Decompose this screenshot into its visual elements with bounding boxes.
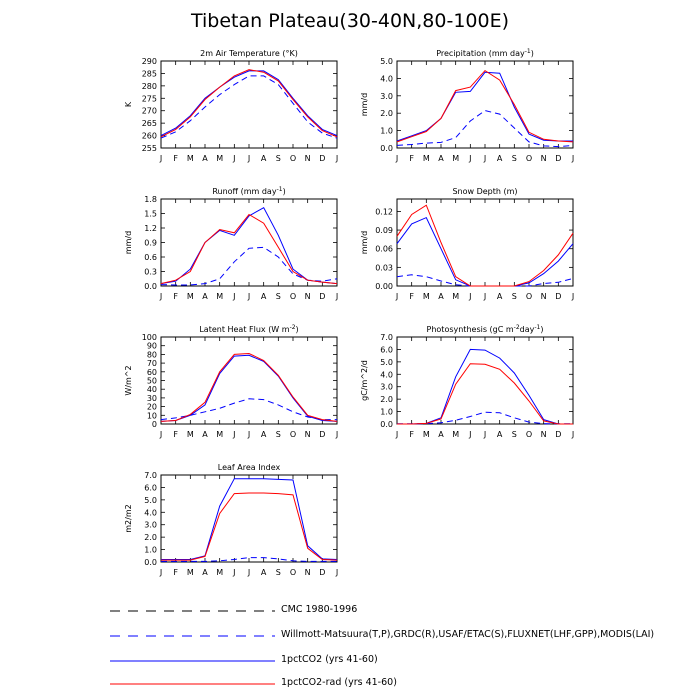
x-tick-label: M	[186, 154, 194, 163]
y-tick-label: 90	[146, 341, 157, 351]
x-tick-label: J	[247, 292, 251, 301]
x-tick-label: A	[260, 154, 267, 163]
panel-title: Runoff (mm day$^{-1}$)	[212, 185, 286, 196]
y-tick-label: 1.0	[380, 407, 393, 417]
x-tick-label: A	[496, 430, 503, 439]
y-tick-label: 70	[146, 359, 157, 369]
x-tick-label: O	[289, 568, 297, 577]
x-tick-label: J	[483, 154, 487, 163]
series-line-ctl	[397, 349, 573, 424]
x-tick-label: N	[304, 568, 311, 577]
x-tick-label: F	[173, 430, 178, 439]
y-axis-label: K	[124, 101, 133, 108]
x-tick-label: M	[216, 292, 224, 301]
y-axis-label: W/m^2	[124, 365, 133, 396]
x-tick-label: A	[260, 430, 267, 439]
x-tick-label: F	[173, 154, 178, 163]
y-tick-label: 2.0	[144, 533, 157, 543]
x-tick-label: M	[186, 568, 194, 577]
x-tick-label: M	[422, 430, 430, 439]
y-tick-label: 2.0	[380, 109, 393, 119]
y-tick-label: 0.09	[375, 226, 393, 236]
y-tick-label: 3.0	[380, 382, 393, 392]
plot-frame	[397, 61, 573, 148]
x-tick-label: N	[540, 292, 547, 301]
legend-label-ctl: 1pctCO2 (yrs 41-60)	[281, 654, 378, 665]
series-line-rad	[161, 493, 337, 560]
x-tick-label: J	[247, 430, 251, 439]
y-tick-label: 270	[141, 106, 157, 116]
y-tick-label: 280	[141, 81, 157, 91]
x-tick-label: J	[469, 430, 472, 439]
y-tick-label: 50	[146, 376, 157, 386]
x-tick-label: A	[202, 430, 208, 439]
panel-title: Latent Heat Flux (W $m^{-2}$)	[199, 323, 299, 334]
x-tick-label: S	[275, 430, 281, 439]
legend-label-cmc: CMC 1980-1996	[281, 604, 358, 615]
x-tick-label: M	[186, 292, 194, 301]
x-tick-label: F	[409, 430, 414, 439]
x-tick-label: J	[159, 568, 163, 577]
x-tick-label: M	[452, 292, 460, 301]
x-tick-label: S	[275, 292, 281, 301]
y-tick-label: 1.0	[144, 545, 157, 555]
plot-frame	[397, 199, 573, 286]
panel-4	[360, 187, 574, 301]
legend-label-obs: Willmott-Matsuura(T,P),GRDC(R),USAF/ETAC(S),FLUXNET(LHF,GPP),MODIS(LAI)	[281, 629, 655, 640]
y-tick-label: 290	[141, 57, 157, 66]
y-tick-label: 20	[146, 402, 157, 412]
x-tick-label: D	[319, 154, 326, 163]
x-tick-label: J	[233, 568, 236, 577]
x-tick-label: A	[438, 430, 444, 439]
x-tick-label: J	[335, 568, 339, 577]
x-tick-label: J	[233, 430, 236, 439]
plot-frame	[161, 61, 337, 148]
x-tick-label: J	[233, 292, 236, 301]
x-tick-label: N	[304, 154, 311, 163]
x-tick-label: A	[496, 154, 503, 163]
y-tick-label: 255	[141, 144, 157, 153]
x-tick-label: A	[202, 292, 208, 301]
x-tick-label: M	[216, 568, 224, 577]
x-tick-label: J	[247, 568, 251, 577]
y-tick-label: 265	[141, 119, 157, 129]
plot-frame	[161, 337, 337, 424]
x-tick-label: J	[469, 292, 472, 301]
x-tick-label: J	[233, 154, 236, 163]
figure-title: Tibetan Plateau(30-40N,80-100E)	[190, 10, 510, 32]
x-tick-label: D	[555, 430, 562, 439]
x-tick-label: A	[202, 568, 208, 577]
y-tick-label: 1.5	[144, 209, 157, 219]
y-tick-label: 3.0	[144, 520, 157, 530]
x-tick-label: N	[540, 430, 547, 439]
y-tick-label: 100	[141, 333, 157, 342]
series-line-ctl	[161, 355, 337, 421]
x-tick-label: M	[452, 154, 460, 163]
series-line-rad	[397, 205, 573, 286]
panel-title: Snow Depth (m)	[452, 187, 518, 196]
y-tick-label: 0.6	[144, 253, 157, 262]
series-line-ctl	[161, 479, 337, 560]
x-tick-label: J	[395, 430, 399, 439]
panel-title: Photosynthesis (gC $m^{-2}day^{-1}$)	[426, 323, 544, 334]
x-tick-label: J	[159, 430, 163, 439]
x-tick-label: J	[571, 154, 575, 163]
y-tick-label: 0.3	[144, 267, 157, 277]
y-tick-label: 80	[146, 350, 157, 360]
y-axis-label: mm/d	[360, 92, 369, 117]
y-tick-label: 0.03	[375, 263, 393, 273]
x-tick-label: M	[186, 430, 194, 439]
series-line-ctl	[397, 218, 573, 286]
legend-item-cmc	[110, 604, 358, 618]
x-tick-label: J	[335, 430, 339, 439]
y-tick-label: 0.00	[375, 282, 393, 291]
legend-item-obs	[110, 629, 655, 643]
x-tick-label: J	[395, 154, 399, 163]
y-tick-label: 6.0	[144, 483, 157, 493]
y-tick-label: 1.0	[380, 126, 393, 136]
x-tick-label: F	[173, 568, 178, 577]
x-tick-label: S	[275, 568, 281, 577]
panel-title: Precipitation (mm day$^{-1}$)	[436, 47, 534, 58]
y-tick-label: 285	[141, 69, 157, 79]
y-tick-label: 1.8	[144, 195, 157, 204]
y-tick-label: 30	[146, 393, 157, 403]
x-tick-label: S	[275, 154, 281, 163]
x-tick-label: N	[540, 154, 547, 163]
x-tick-label: A	[496, 292, 503, 301]
y-tick-label: 3.0	[380, 91, 393, 101]
y-axis-label: mm/d	[360, 230, 369, 255]
series-line-ctl	[161, 71, 337, 136]
x-tick-label: M	[216, 430, 224, 439]
x-tick-label: J	[571, 292, 575, 301]
y-tick-label: 0.12	[375, 207, 393, 217]
x-tick-label: D	[319, 430, 326, 439]
panel-7	[124, 463, 338, 577]
y-tick-label: 0.0	[144, 558, 157, 567]
x-tick-label: J	[483, 430, 487, 439]
panel-2	[360, 48, 574, 164]
series-line-ctl	[161, 208, 337, 284]
y-tick-label: 275	[141, 94, 157, 104]
x-tick-label: J	[335, 154, 339, 163]
x-tick-label: N	[304, 430, 311, 439]
y-tick-label: 5.0	[380, 357, 393, 367]
y-tick-label: 0	[151, 420, 157, 429]
legend-label-rad: 1pctCO2-rad (yrs 41-60)	[281, 677, 397, 688]
x-tick-label: S	[511, 430, 517, 439]
series-line-rad	[161, 354, 337, 422]
x-tick-label: J	[483, 292, 487, 301]
x-tick-label: M	[452, 430, 460, 439]
y-tick-label: 7.0	[144, 471, 157, 480]
x-tick-label: F	[409, 154, 414, 163]
x-tick-label: O	[525, 430, 533, 439]
y-tick-label: 0.06	[375, 244, 393, 254]
legend-line-cmc	[110, 604, 280, 618]
x-tick-label: O	[289, 154, 297, 163]
x-tick-label: S	[511, 292, 517, 301]
y-tick-label: 6.0	[380, 345, 393, 355]
x-tick-label: D	[319, 568, 326, 577]
y-tick-label: 4.0	[380, 74, 393, 84]
x-tick-label: A	[260, 568, 267, 577]
panel-6	[360, 324, 574, 440]
y-tick-label: 1.2	[144, 224, 157, 233]
x-tick-label: D	[555, 154, 562, 163]
legend-item-ctl	[110, 654, 378, 668]
y-tick-label: 4.0	[144, 508, 157, 518]
series-line-obs	[161, 76, 337, 138]
y-tick-label: 7.0	[380, 333, 393, 342]
y-axis-label: mm/d	[124, 230, 133, 255]
y-tick-label: 60	[146, 367, 157, 377]
y-axis-label: gC/m^2/d	[360, 360, 369, 401]
x-tick-label: J	[159, 154, 163, 163]
series-line-obs	[161, 247, 337, 285]
x-tick-label: M	[422, 292, 430, 301]
x-tick-label: D	[555, 292, 562, 301]
x-tick-label: A	[438, 292, 444, 301]
x-tick-label: M	[216, 154, 224, 163]
panel-3	[124, 186, 338, 302]
legend-line-rad	[110, 677, 280, 691]
y-tick-label: 0.0	[380, 144, 393, 153]
panel-title: 2m Air Temperature (°K)	[200, 49, 298, 58]
y-tick-label: 2.0	[380, 395, 393, 405]
x-tick-label: A	[438, 154, 444, 163]
panel-5	[124, 324, 338, 440]
series-line-obs	[397, 111, 573, 147]
y-tick-label: 4.0	[380, 370, 393, 380]
x-tick-label: A	[202, 154, 208, 163]
series-line-rad	[161, 215, 337, 284]
x-tick-label: S	[511, 154, 517, 163]
y-tick-label: 5.0	[380, 57, 393, 66]
y-axis-label: m2/m2	[124, 504, 133, 533]
y-tick-label: 0.0	[144, 282, 157, 291]
x-tick-label: O	[525, 292, 533, 301]
x-tick-label: J	[469, 154, 472, 163]
x-tick-label: J	[335, 292, 339, 301]
y-tick-label: 10	[146, 411, 157, 421]
y-tick-label: 260	[141, 131, 157, 141]
legend-line-obs	[110, 629, 280, 643]
x-tick-label: J	[247, 154, 251, 163]
series-line-rad	[397, 364, 573, 424]
x-tick-label: M	[422, 154, 430, 163]
y-tick-label: 5.0	[144, 495, 157, 505]
x-tick-label: F	[173, 292, 178, 301]
legend-item-rad	[110, 677, 397, 691]
x-tick-label: O	[289, 292, 297, 301]
legend-line-ctl	[110, 654, 280, 668]
series-line-rad	[161, 70, 337, 137]
x-tick-label: J	[395, 292, 399, 301]
x-tick-label: A	[260, 292, 267, 301]
panel-1	[124, 49, 338, 163]
x-tick-label: N	[304, 292, 311, 301]
y-tick-label: 0.0	[380, 420, 393, 429]
x-tick-label: O	[289, 430, 297, 439]
x-tick-label: O	[525, 154, 533, 163]
y-tick-label: 40	[146, 385, 157, 395]
x-tick-label: J	[159, 292, 163, 301]
series-line-ctl	[397, 72, 573, 141]
x-tick-label: D	[319, 292, 326, 301]
x-tick-label: F	[409, 292, 414, 301]
y-tick-label: 0.9	[144, 238, 157, 248]
panel-title: Leaf Area Index	[217, 463, 281, 472]
x-tick-label: J	[571, 430, 575, 439]
